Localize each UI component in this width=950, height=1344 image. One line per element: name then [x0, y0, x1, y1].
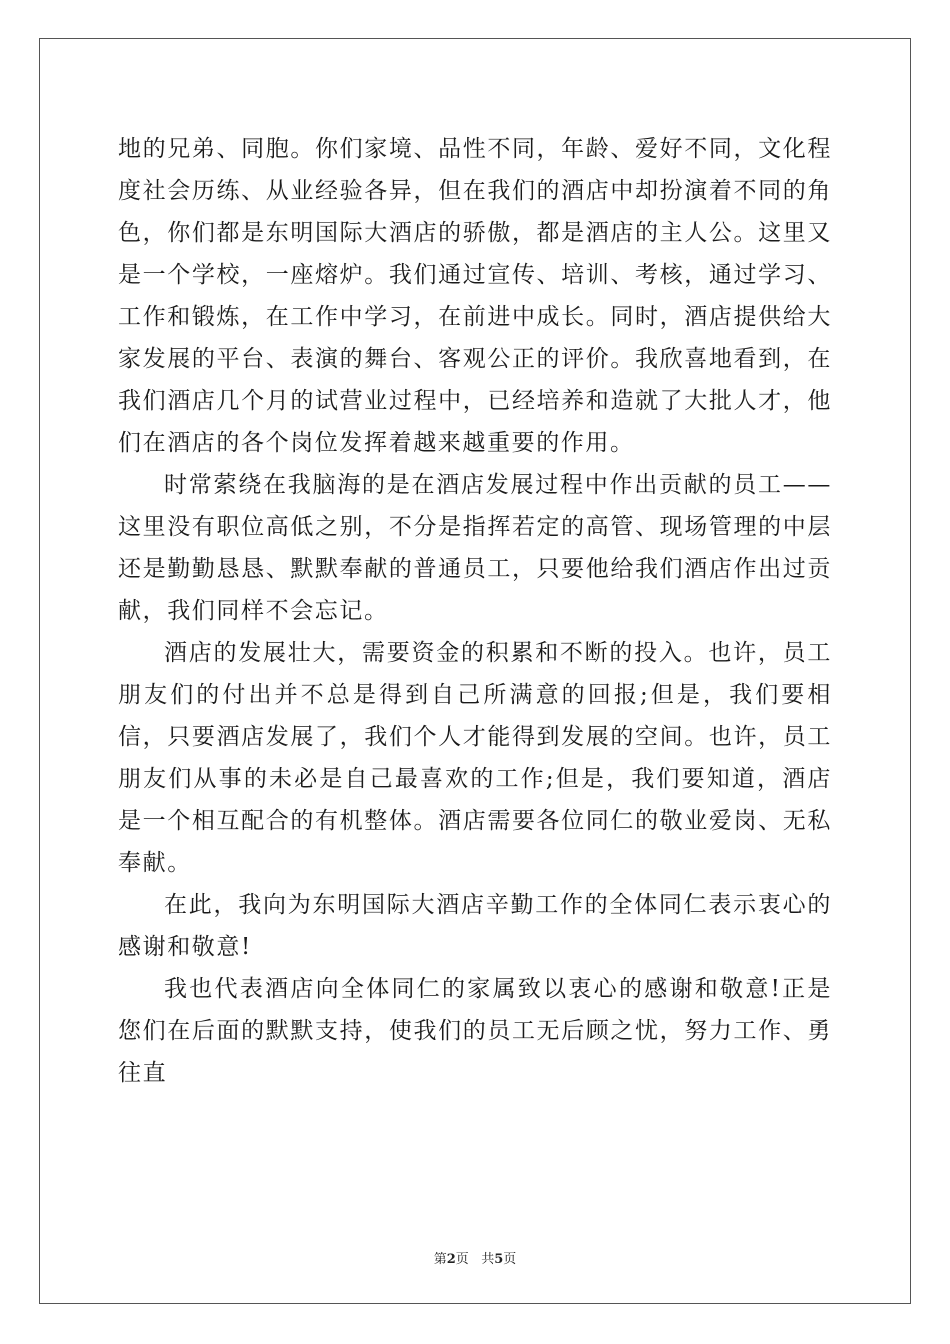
page-suffix: 页: [455, 1252, 469, 1267]
total-suffix: 页: [503, 1252, 517, 1267]
paragraph-5: 我也代表酒店向全体同仁的家属致以衷心的感谢和敬意!正是您们在后面的默默支持，使我们的员工无后顾之忧，努力工作、勇往直: [118, 976, 832, 1086]
page-prefix: 第: [433, 1252, 447, 1267]
page-number: 2: [446, 1252, 456, 1267]
paragraph-4: 在此，我向为东明国际大酒店辛勤工作的全体同仁表示衷心的感谢和敬意!: [118, 892, 832, 960]
document-body: [118, 128, 832, 1094]
paragraph-3: 酒店的发展壮大，需要资金的积累和不断的投入。也许，员工朋友们的付出并不总是得到自己所满意的回报;但是，我们要相信，只要酒店发展了，我们个人才能得到发展的空间。也许，员工朋友们从事的未必是自己最喜欢的工作;但是，我们要知道，酒店是一个相互配合的有机整体。酒店需要各位同仁的敬业爱岗、无私奉献。: [118, 640, 832, 876]
page-footer: [0, 1248, 950, 1267]
paragraph-1: 地的兄弟、同胞。你们家境、品性不同，年龄、爱好不同，文化程度社会历练、从业经验各异，但在我们的酒店中却扮演着不同的角色，你们都是东明国际大酒店的骄傲，都是酒店的主人公。这里又是一个学校，一座熔炉。我们通过宣传、培训、考核，通过学习、工作和锻炼，在工作中学习，在前进中成长。同时，酒店提供给大家发展的平台、表演的舞台、客观公正的评价。我欣喜地看到，在我们酒店几个月的试营业过程中，已经培养和造就了大批人才，他们在酒店的各个岗位发挥着越来越重要的作用。: [118, 136, 832, 456]
paragraph-2: 时常萦绕在我脑海的是在酒店发展过程中作出贡献的员工——这里没有职位高低之别，不分是指挥若定的高管、现场管理的中层还是勤勤恳恳、默默奉献的普通员工，只要他给我们酒店作出过贡献，我们同样不会忘记。: [118, 472, 832, 624]
total-pages: 5: [494, 1252, 504, 1267]
total-prefix: 共: [481, 1252, 495, 1267]
